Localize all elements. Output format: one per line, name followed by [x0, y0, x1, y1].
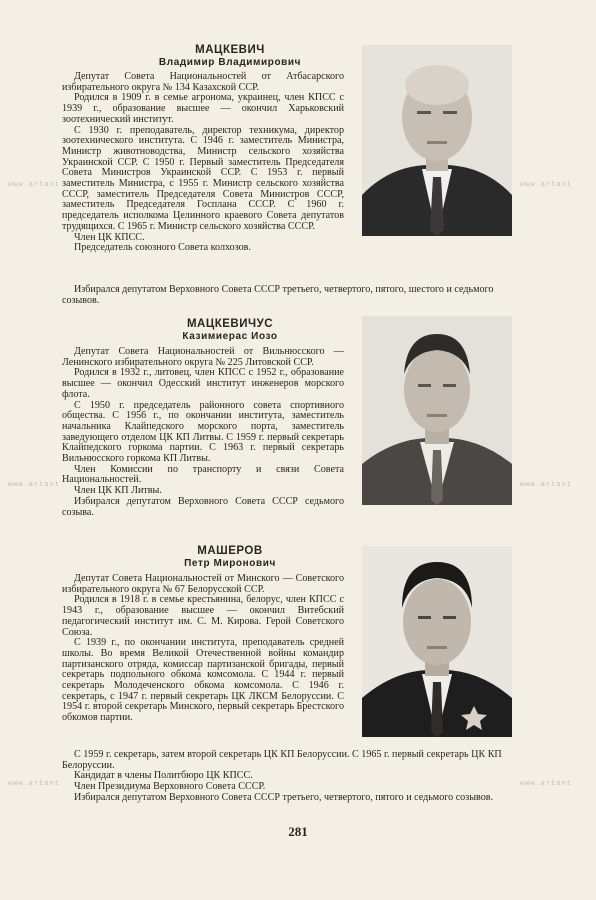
- watermark-text: www.artant: [8, 181, 61, 189]
- bio-paragraph: Избирался депутатом Верховного Совета СССР третьего, четвертого, пятого и седьмого созывов.: [74, 791, 494, 803]
- entry-bio: [62, 574, 344, 724]
- watermark-text: www.artant: [520, 181, 573, 189]
- bio-paragraph: Избирался депутатом Верховного Совета СССР седьмого созыва.: [62, 495, 344, 518]
- bio-paragraph: С 1950 г. председатель районного совета спортивного общества. С 1956 г., по окончании института, заместитель начальника Клайпедского морского порта, заместитель заведующего отделом ЦК КП Литвы. С 1959 г. первый секретарь Клайпедского горкома партии. С 1963 г. первый секретарь Вильнюсского горкома КП Литвы.: [62, 399, 344, 465]
- entry-surname: МАШЕРОВ: [197, 545, 263, 557]
- bio-paragraph: Член Комиссии по транспорту и связи Совета Национальностей.: [62, 463, 344, 486]
- bio-paragraph: Родился в 1932 г., литовец, член КПСС с 1952 г., образование высшее — окончил Одесский институт инженеров морского флота.: [62, 367, 344, 400]
- bio-paragraph: Член ЦК КП Литвы.: [74, 485, 162, 497]
- bio-paragraph: Депутат Совета Национальностей от Минского — Советского избирательного округа № 67 Белорусской ССР.: [62, 573, 344, 595]
- bio-paragraph: Родился в 1918 г. в семье крестьянина, белорус, член КПСС с 1943 г., образование высшее — окончил Витебский педагогический институт им. С. М. Кирова. Герой Советского Союза.: [62, 594, 344, 638]
- bio-paragraph: С 1959 г. секретарь, затем второй секретарь ЦК КП Белоруссии. С 1965 г. первый секретарь ЦК КП Белоруссии.: [62, 749, 502, 771]
- bio-paragraph: Депутат Совета Национальностей от Вильнюсского — Ленинского избирательного округа № 225 Литовской ССР.: [62, 346, 344, 368]
- watermark-text: www.artant: [520, 481, 573, 489]
- bio-paragraph: Член ЦК КПСС.: [74, 231, 145, 243]
- watermark-text: www.artant: [8, 780, 61, 788]
- bio-paragraph: Кандидат в члены Политбюро ЦК КПСС.: [74, 770, 253, 782]
- bio-paragraph: С 1939 г., по окончании института, преподаватель средней школы. Во время Великой Отечественной войны командир партизанского отряда, комиссар партизанской бригады, первый секретарь подпольного обкома комсомола. С 1944 г. первый секретарь Молодеченского обкома комсомола. С 1946 г. секретарь, с 1947 г. первый секретарь ЦК ЛКСМ Белоруссии. С 1954 г. второй секретарь Минского, первый секретарь Брестского обкомов партии.: [62, 637, 344, 724]
- bio-paragraph: Член Президиума Верховного Совета СССР.: [74, 781, 266, 793]
- entry-given-name: Казимиерас Иозо: [182, 331, 278, 342]
- page-number: 281: [288, 824, 308, 839]
- entry-bio-wide: [62, 285, 514, 306]
- bio-paragraph: Депутат Совета Национальностей от Атбасарского избирательного округа № 134 Казахской ССР.: [62, 71, 344, 93]
- bio-paragraph: Родился в 1909 г. в семье агронома, украинец, член КПСС с 1939 г., образование высшее — окончил Харьковский зоотехнический институт.: [62, 92, 344, 125]
- bio-paragraph: Председатель союзного Совета колхозов.: [74, 242, 251, 254]
- entry-bio: [62, 347, 344, 518]
- entry-bio: [62, 72, 344, 254]
- bio-paragraph: С 1930 г. преподаватель, директор техникума, директор зоотехнического института. С 1946 г. заместитель Министра, Министр животноводства, Министр сельского хозяйства Украинской ССР. С 1950 г. Первый заместитель Председателя Совета Министров Украинской ССР. С 1953 г. первый заместитель Министра, с 1955 г. Министр сельского хозяйства СССР, заместитель Председателя Совета Министров СССР, заместитель Председателя Госплана СССР. С 1960 г. председатель исполкома Целинного краевого Совета депутатов трудящихся. С 1965 г. Министр сельского хозяйства СССР.: [62, 124, 344, 232]
- entry-given-name: Петр Миронович: [184, 558, 276, 569]
- entry-given-name: Владимир Владимирович: [158, 57, 302, 68]
- portrait-photo: [362, 546, 512, 737]
- portrait-photo: [362, 45, 512, 236]
- entry-surname: МАЦКЕВИЧУС: [186, 318, 274, 330]
- bio-paragraph: Избирался депутатом Верховного Совета СССР третьего, четвертого, пятого, шестого и седьмого созывов.: [62, 284, 494, 306]
- watermark-text: www.artant: [8, 481, 61, 489]
- entry-surname: МАЦКЕВИЧ: [195, 44, 265, 56]
- watermark-text: www.artant: [520, 780, 573, 788]
- portrait-photo: [362, 316, 512, 505]
- entry-bio-wide: [62, 750, 514, 804]
